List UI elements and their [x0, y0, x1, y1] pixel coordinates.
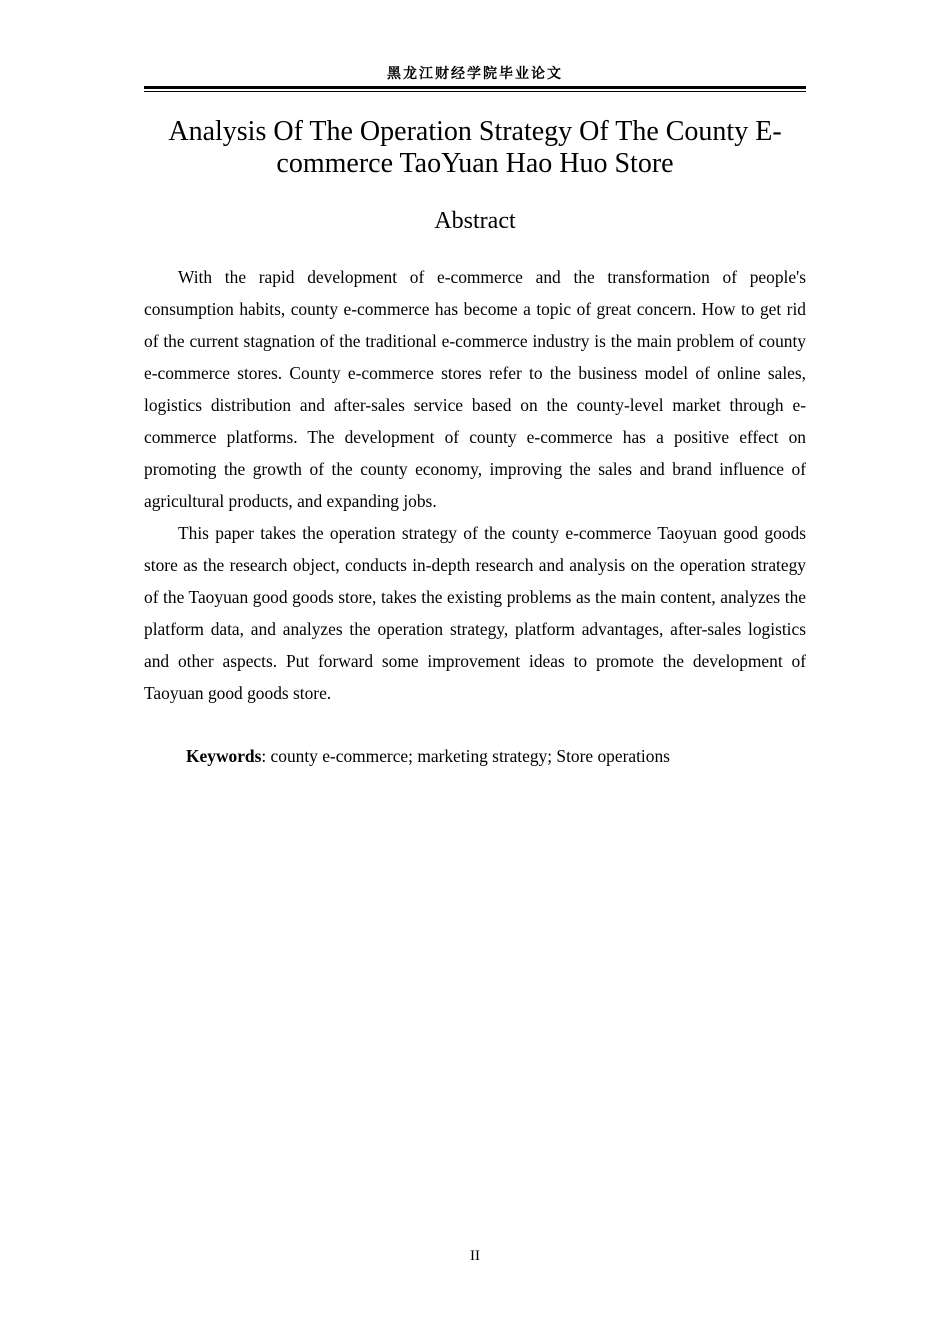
page-number: II	[470, 1248, 480, 1264]
keywords-value: : county e-commerce; marketing strategy; Store operations	[261, 746, 670, 766]
header-rule-thick	[144, 86, 806, 89]
abstract-paragraph-1: With the rapid development of e-commerce and the transformation of people's consumption habits, county e-commerce has become a topic of great concern. How to get rid of the current stagnation of the traditional e-commerce industry is the main problem of county e-commerce stores. County e-commerce stores refer to the business model of online sales, logistics distribution and after-sales service based on the county-level market through e-commerce platforms. The development of county e-commerce has a positive effect on promoting the growth of the county economy, improving the sales and brand influence of agricultural products, and expanding jobs.	[144, 267, 806, 511]
keywords-line	[186, 740, 806, 772]
keywords-label: Keywords	[186, 746, 262, 766]
abstract-paragraph-2: This paper takes the operation strategy of the county e-commerce Taoyuan good goods store as the research object, conducts in-depth research and analysis on the operation strategy of the Taoyuan good goods store, takes the existing problems as the main content, analyzes the platform data, and analyzes the operation strategy, platform advantages, after-sales logistics and other aspects. Put forward some improvement ideas to promote the development of Taoyuan good goods store.	[144, 523, 806, 703]
abstract-body	[144, 261, 806, 709]
abstract-heading: Abstract	[434, 208, 516, 234]
paper-title-line-2: commerce TaoYuan Hao Huo Store	[276, 148, 674, 179]
paper-title-line-1: Analysis Of The Operation Strategy Of The County E-	[168, 116, 782, 147]
header-rule-thin	[144, 91, 806, 92]
running-header: 黑龙江财经学院毕业论文	[387, 66, 563, 82]
paper-title	[144, 116, 806, 180]
